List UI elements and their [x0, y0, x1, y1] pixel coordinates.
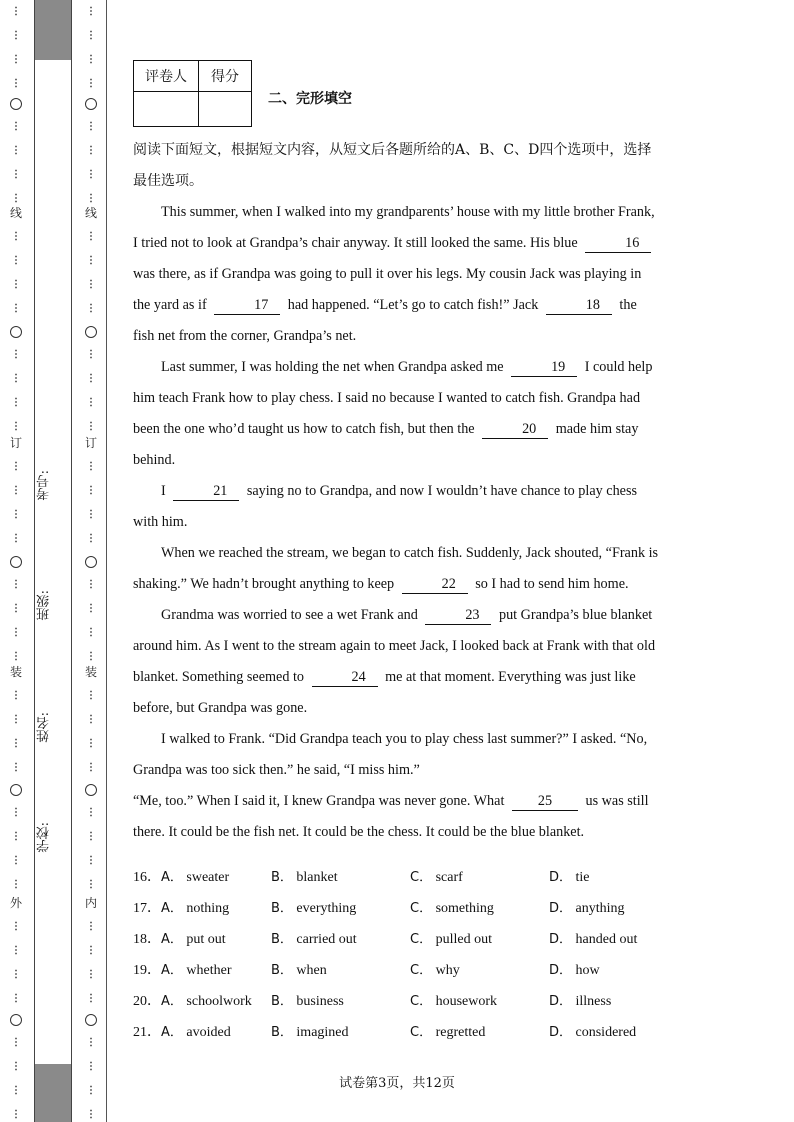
- inner-word-mark: 线: [84, 206, 97, 220]
- option-c[interactable]: [410, 959, 460, 979]
- field-school: 学校:: [37, 822, 52, 853]
- inner-dots: ⋮: [86, 1061, 96, 1072]
- option-text: something: [432, 901, 494, 916]
- inner-dots: ⋮: [86, 831, 96, 842]
- inner-dots: ⋮: [86, 421, 96, 432]
- option-text: when: [292, 963, 327, 978]
- outer-dots: ⋮: [11, 509, 21, 520]
- passage-text: so I had to send him home.: [471, 576, 629, 592]
- option-letter: B．: [271, 932, 293, 947]
- option-text: sweater: [182, 870, 230, 885]
- outer-dots: ⋮: [11, 762, 21, 773]
- passage-text: When we reached the stream, we began to catch fish. Suddenly, Jack shouted, “Frank is shaking.” We hadn’t brought anything to keep: [133, 545, 659, 592]
- passage-paragraph: [133, 786, 661, 848]
- option-c[interactable]: [410, 928, 492, 948]
- option-letter: D．: [549, 1025, 573, 1040]
- inner-dots: ⋮: [86, 231, 96, 242]
- option-letter: C．: [410, 994, 433, 1009]
- option-text: tie: [572, 870, 590, 885]
- option-text: handed out: [572, 932, 638, 947]
- option-letter: C．: [410, 1025, 433, 1040]
- passage-text: Grandma was worried to see a wet Frank and: [161, 607, 422, 623]
- option-letter: B．: [271, 901, 293, 916]
- option-letter: D．: [549, 963, 573, 978]
- option-b[interactable]: [271, 928, 357, 948]
- option-text: imagined: [292, 1025, 349, 1040]
- question-row: [133, 860, 733, 891]
- cloze-blank[interactable]: 25: [512, 792, 578, 811]
- inner-binding-column: [83, 0, 99, 1122]
- inner-dots: ⋮: [86, 969, 96, 980]
- inner-dots: ⋮: [86, 1085, 96, 1096]
- outer-binding-column: [8, 0, 24, 1122]
- inner-dots: ⋮: [86, 279, 96, 290]
- question-number: 18．: [133, 932, 161, 947]
- passage-paragraph: [133, 476, 661, 538]
- outer-dots: ⋮: [11, 738, 21, 749]
- option-text: how: [572, 963, 600, 978]
- passage-body: [133, 197, 661, 848]
- passage-text: I could help him teach Frank how to play chess. I said no because I wanted to catch fish. Grandpa had been the one who’d taught us how to catch fish, but then the: [133, 359, 653, 437]
- outer-circle-mark: [10, 98, 22, 110]
- option-letter: A．: [161, 932, 183, 947]
- option-d[interactable]: [549, 990, 611, 1010]
- passage-text: the fish net from the corner, Grandpa’s net.: [133, 297, 637, 344]
- cloze-blank[interactable]: 24: [312, 668, 378, 687]
- inner-dots: ⋮: [86, 121, 96, 132]
- option-b[interactable]: [271, 959, 327, 979]
- inner-dots: ⋮: [86, 6, 96, 17]
- option-text: pulled out: [432, 932, 492, 947]
- inner-dots: ⋮: [86, 145, 96, 156]
- option-text: anything: [572, 901, 625, 916]
- passage-text: put Grandpa’s blue blanket around him. As I went to the stream again to meet Jack, I looked back at Frank with that old blanket. Something seemed to: [133, 607, 656, 685]
- inner-dots: ⋮: [86, 169, 96, 180]
- option-text: regretted: [432, 1025, 486, 1040]
- option-d[interactable]: [549, 866, 590, 886]
- question-row: [133, 891, 733, 922]
- outer-dots: ⋮: [11, 714, 21, 725]
- score-table: [133, 60, 252, 127]
- inner-circle-mark: [85, 1014, 97, 1026]
- inner-word-mark: 订: [84, 436, 97, 450]
- option-a[interactable]: [133, 897, 229, 917]
- option-text: put out: [182, 932, 226, 947]
- option-c[interactable]: [410, 897, 494, 917]
- outer-dots: ⋮: [11, 30, 21, 41]
- outer-dots: ⋮: [11, 349, 21, 360]
- outer-dots: ⋮: [11, 193, 21, 204]
- option-c[interactable]: [410, 990, 497, 1010]
- option-text: everything: [292, 901, 357, 916]
- passage-text: saying no to Grandpa, and now I wouldn’t have chance to play chess with him.: [133, 483, 638, 530]
- outer-dots: ⋮: [11, 651, 21, 662]
- outer-circle-mark: [10, 556, 22, 568]
- outer-dots: ⋮: [11, 1109, 21, 1120]
- outer-dots: ⋮: [11, 807, 21, 818]
- option-a[interactable]: [133, 866, 229, 886]
- outer-word-mark: 订: [9, 436, 22, 450]
- option-letter: C．: [410, 963, 433, 978]
- inner-dots: ⋮: [86, 1037, 96, 1048]
- option-letter: B．: [271, 870, 293, 885]
- option-letter: B．: [271, 994, 293, 1009]
- option-text: illness: [572, 994, 612, 1009]
- outer-dots: ⋮: [11, 1061, 21, 1072]
- question-row: [133, 953, 733, 984]
- inner-dots: ⋮: [86, 579, 96, 590]
- passage-text: Last summer, I was holding the net when Grandpa asked me: [161, 359, 508, 375]
- passage-text: was there, as if Grandpa was going to pull it over his legs. My cousin Jack was playing in the yard as if: [133, 266, 642, 313]
- outer-dots: ⋮: [11, 421, 21, 432]
- inner-dots: ⋮: [86, 921, 96, 932]
- inner-dots: ⋮: [86, 78, 96, 89]
- passage-text: us was still there. It could be the fish net. It could be the chess. It could be the blue blanket.: [133, 793, 649, 840]
- cloze-blank[interactable]: 19: [511, 358, 577, 377]
- passage-text: I walked to Frank. “Did Grandpa teach you to play chess last summer?” I asked. “No, Grandpa was too sick then.” he said, “I miss him.”: [133, 731, 648, 778]
- option-text: business: [292, 994, 344, 1009]
- cloze-blank[interactable]: 18: [546, 296, 612, 315]
- option-a[interactable]: [133, 990, 252, 1010]
- outer-dots: ⋮: [11, 461, 21, 472]
- option-letter: A．: [161, 901, 183, 916]
- option-letter: A．: [161, 994, 183, 1009]
- inner-dots: ⋮: [86, 738, 96, 749]
- question-row: [133, 984, 733, 1015]
- option-d[interactable]: [549, 959, 600, 979]
- inner-dots: ⋮: [86, 54, 96, 65]
- outer-dots: ⋮: [11, 855, 21, 866]
- outer-circle-mark: [10, 326, 22, 338]
- option-letter: C．: [410, 870, 433, 885]
- passage-text: made him stay behind.: [133, 421, 639, 468]
- question-number: 20．: [133, 994, 161, 1009]
- cloze-blank[interactable]: 21: [173, 482, 239, 501]
- score-header: 得分: [199, 61, 252, 92]
- passage-text: This summer, when I walked into my grandparents’ house with my little brother Frank, I tried not to look at Grandpa’s chair anyway. It still looked the same. His blue: [133, 204, 655, 251]
- option-b[interactable]: [271, 1021, 349, 1041]
- question-row: [133, 922, 733, 953]
- inner-dots: ⋮: [86, 807, 96, 818]
- outer-dots: ⋮: [11, 145, 21, 156]
- band-shade-top: [35, 0, 71, 60]
- option-d[interactable]: [549, 1021, 636, 1041]
- option-text: why: [432, 963, 460, 978]
- inner-dots: ⋮: [86, 533, 96, 544]
- outer-word-mark: 外: [9, 896, 22, 910]
- option-b[interactable]: [271, 990, 344, 1010]
- outer-dots: ⋮: [11, 945, 21, 956]
- outer-word-mark: 装: [9, 665, 22, 679]
- option-text: considered: [572, 1025, 637, 1040]
- inner-circle-mark: [85, 784, 97, 796]
- option-a[interactable]: [133, 1021, 231, 1041]
- inner-dots: ⋮: [86, 461, 96, 472]
- outer-dots: ⋮: [11, 279, 21, 290]
- outer-dots: ⋮: [11, 831, 21, 842]
- option-a[interactable]: [133, 959, 232, 979]
- option-text: whether: [182, 963, 232, 978]
- inner-dots: ⋮: [86, 485, 96, 496]
- cloze-blank[interactable]: 17: [214, 296, 280, 315]
- inner-circle-mark: [85, 326, 97, 338]
- inner-dots: ⋮: [86, 651, 96, 662]
- inner-circle-mark: [85, 98, 97, 110]
- inner-dots: ⋮: [86, 349, 96, 360]
- inner-word-mark: 装: [84, 665, 97, 679]
- inner-dots: ⋮: [86, 30, 96, 41]
- passage-paragraph: [133, 197, 661, 352]
- option-letter: A．: [161, 1025, 183, 1040]
- question-options: [133, 860, 733, 1046]
- outer-dots: ⋮: [11, 627, 21, 638]
- outer-dots: ⋮: [11, 169, 21, 180]
- option-letter: C．: [410, 901, 433, 916]
- question-number: 17．: [133, 901, 161, 916]
- inner-dots: ⋮: [86, 373, 96, 384]
- inner-dots: ⋮: [86, 193, 96, 204]
- page-footer: 试卷第3页，共12页: [339, 1076, 455, 1091]
- option-text: nothing: [182, 901, 230, 916]
- option-b[interactable]: [271, 897, 356, 917]
- inner-dots: ⋮: [86, 1109, 96, 1120]
- inner-dots: ⋮: [86, 303, 96, 314]
- inner-circle-mark: [85, 556, 97, 568]
- question-number: 16．: [133, 870, 161, 885]
- student-info-band: [34, 0, 72, 1122]
- question-number: 19．: [133, 963, 161, 978]
- option-letter: D．: [549, 901, 573, 916]
- field-class: 班级:: [37, 590, 52, 621]
- outer-dots: ⋮: [11, 397, 21, 408]
- option-a[interactable]: [133, 928, 226, 948]
- option-letter: B．: [271, 1025, 293, 1040]
- question-number: 21．: [133, 1025, 161, 1040]
- option-c[interactable]: [410, 866, 463, 886]
- inner-dots: ⋮: [86, 627, 96, 638]
- outer-dots: ⋮: [11, 54, 21, 65]
- passage-paragraph: [133, 352, 661, 476]
- cloze-blank[interactable]: 22: [402, 575, 468, 594]
- outer-dots: ⋮: [11, 579, 21, 590]
- option-text: housework: [432, 994, 498, 1009]
- outer-dots: ⋮: [11, 603, 21, 614]
- passage-text: had happened. “Let’s go to catch fish!” Jack: [284, 297, 542, 313]
- option-d[interactable]: [549, 928, 637, 948]
- passage-text: I: [161, 483, 170, 499]
- passage-text: “Me, too.” When I said it, I knew Grandpa was never gone. What: [133, 793, 508, 809]
- grader-cell[interactable]: [134, 92, 199, 127]
- inner-dots: ⋮: [86, 690, 96, 701]
- inner-dots: ⋮: [86, 397, 96, 408]
- option-letter: D．: [549, 932, 573, 947]
- passage-paragraph: [133, 600, 661, 724]
- binding-divider-line: [106, 0, 107, 1122]
- option-text: blanket: [292, 870, 338, 885]
- option-letter: A．: [161, 870, 183, 885]
- inner-dots: ⋮: [86, 762, 96, 773]
- inner-dots: ⋮: [86, 603, 96, 614]
- option-text: carried out: [292, 932, 357, 947]
- outer-dots: ⋮: [11, 255, 21, 266]
- outer-dots: ⋮: [11, 969, 21, 980]
- outer-dots: ⋮: [11, 533, 21, 544]
- option-letter: D．: [549, 870, 573, 885]
- outer-dots: ⋮: [11, 373, 21, 384]
- option-letter: C．: [410, 932, 433, 947]
- outer-dots: ⋮: [11, 231, 21, 242]
- cloze-blank[interactable]: 23: [425, 606, 491, 625]
- passage-paragraph: [133, 538, 661, 600]
- score-cell[interactable]: [199, 92, 252, 127]
- option-d[interactable]: [549, 897, 625, 917]
- outer-dots: ⋮: [11, 485, 21, 496]
- field-exam-number: 考号:: [37, 470, 52, 501]
- option-text: scarf: [432, 870, 463, 885]
- field-name: 姓名:: [37, 712, 52, 743]
- option-letter: B．: [271, 963, 293, 978]
- outer-dots: ⋮: [11, 78, 21, 89]
- outer-circle-mark: [10, 1014, 22, 1026]
- inner-dots: ⋮: [86, 945, 96, 956]
- outer-dots: ⋮: [11, 879, 21, 890]
- inner-dots: ⋮: [86, 855, 96, 866]
- outer-dots: ⋮: [11, 6, 21, 17]
- instructions: 阅读下面短文，根据短文内容，从短文后各题所给的A、B、C、D四个选项中，选择最佳选项。: [133, 142, 652, 189]
- section-title: 二、完形填空: [268, 91, 352, 107]
- outer-dots: ⋮: [11, 690, 21, 701]
- outer-dots: ⋮: [11, 921, 21, 932]
- option-letter: A．: [161, 963, 183, 978]
- outer-dots: ⋮: [11, 303, 21, 314]
- passage-text: me at that moment. Everything was just like before, but Grandpa was gone.: [133, 669, 636, 716]
- outer-dots: ⋮: [11, 1037, 21, 1048]
- option-text: avoided: [182, 1025, 231, 1040]
- cloze-passage: [133, 135, 661, 848]
- inner-dots: ⋮: [86, 255, 96, 266]
- option-text: schoolwork: [182, 994, 252, 1009]
- inner-dots: ⋮: [86, 993, 96, 1004]
- option-b[interactable]: [271, 866, 338, 886]
- option-c[interactable]: [410, 1021, 485, 1041]
- grader-header: 评卷人: [134, 61, 199, 92]
- option-letter: D．: [549, 994, 573, 1009]
- cloze-blank[interactable]: 20: [482, 420, 548, 439]
- question-row: [133, 1015, 733, 1046]
- passage-paragraph: [133, 724, 661, 786]
- cloze-blank[interactable]: 16: [585, 234, 651, 253]
- outer-dots: ⋮: [11, 1085, 21, 1096]
- outer-dots: ⋮: [11, 121, 21, 132]
- outer-circle-mark: [10, 784, 22, 796]
- inner-word-mark: 内: [84, 896, 97, 910]
- outer-word-mark: 线: [9, 206, 22, 220]
- inner-dots: ⋮: [86, 714, 96, 725]
- inner-dots: ⋮: [86, 879, 96, 890]
- inner-dots: ⋮: [86, 509, 96, 520]
- outer-dots: ⋮: [11, 993, 21, 1004]
